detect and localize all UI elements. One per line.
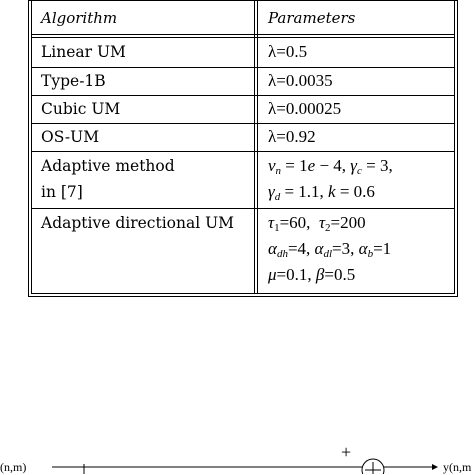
table-cell-parameters: λ=0.00025 — [268, 99, 342, 118]
output-label: y(n,m — [443, 460, 472, 474]
table-cell-algorithm: Adaptive method — [41, 157, 175, 175]
table-cell-algorithm: Type-1B — [41, 72, 106, 90]
row-divider — [32, 123, 454, 124]
row-divider — [32, 67, 454, 68]
arrow-head-icon — [432, 464, 438, 470]
table-cell-parameters: λ=0.5 — [268, 42, 308, 61]
table-cell-parameters: $\alpha_{dh}=4$, $\alpha_{dl}=3$, $\alpha_b=1$ — [268, 239, 392, 260]
column-divider — [257, 1, 258, 293]
table-cell-parameters: λ=0.0035 — [268, 71, 333, 90]
table-cell-parameters: $\tau_1=60$, $\tau_2=200$ — [268, 213, 366, 234]
table-cell-algorithm: in [7] — [41, 183, 83, 201]
parameters-table — [28, 0, 458, 297]
block-diagram-fragment — [0, 440, 474, 474]
row-divider — [32, 95, 454, 96]
plus-sign: + — [341, 442, 352, 462]
input-label: (n,m) — [0, 460, 27, 474]
diagram-lines — [0, 440, 474, 474]
header-divider — [32, 34, 454, 35]
table-cell-parameters: $\gamma_d = 1.1$, k = 0.6 — [268, 182, 375, 203]
table-cell-algorithm: Adaptive directional UM — [41, 214, 235, 232]
row-divider — [32, 151, 454, 152]
table-inner-frame — [31, 1, 455, 294]
table-cell-algorithm: Linear UM — [41, 43, 126, 61]
row-divider — [32, 208, 454, 209]
table-cell-parameters: $v_n = 1e - 4$, $\gamma_c = 3$, — [268, 156, 393, 177]
column-divider — [254, 1, 255, 293]
header-divider — [32, 37, 454, 38]
header-algorithm: Algorithm — [41, 9, 118, 27]
table-cell-parameters: μ=0.1, β=0.5 — [268, 265, 356, 284]
table-cell-parameters: λ=0.92 — [268, 127, 316, 146]
table-cell-algorithm: Cubic UM — [41, 100, 121, 118]
table-cell-algorithm: OS-UM — [41, 128, 100, 146]
header-parameters: Parameters — [268, 9, 356, 27]
